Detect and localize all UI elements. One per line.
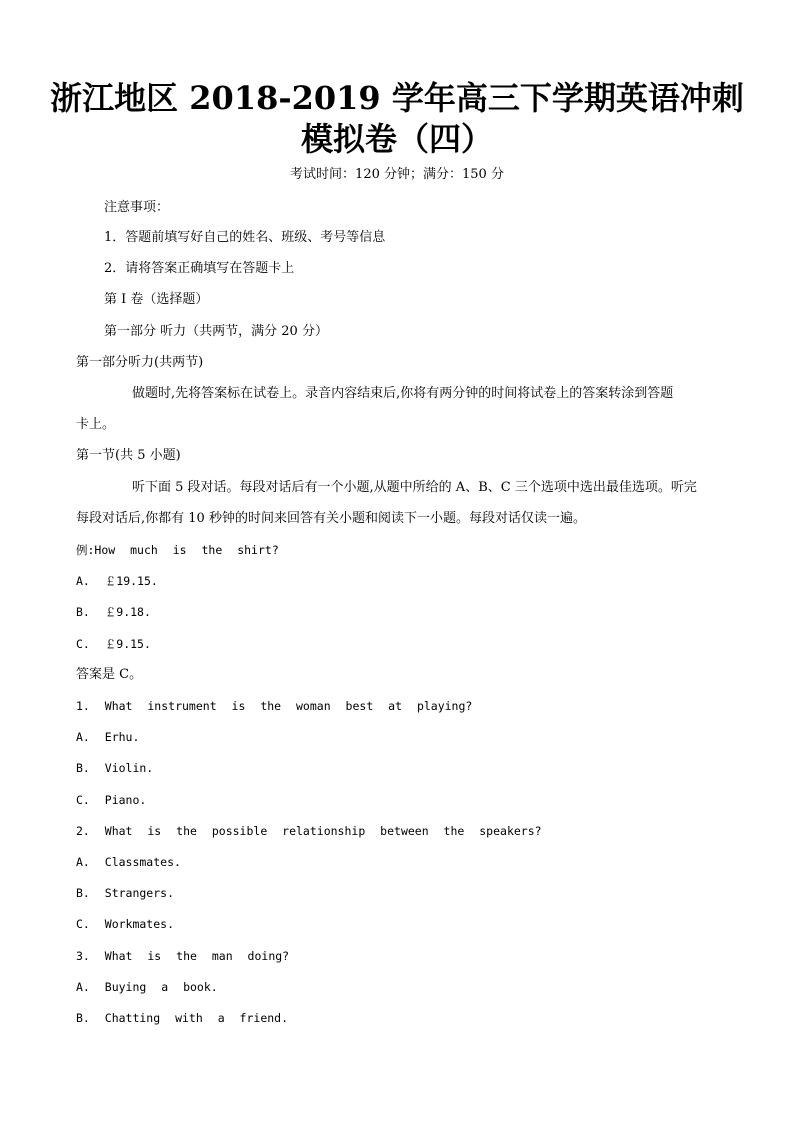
section1-line-2: 每段对话后,你都有 10 秒钟的时间来回答有关小题和阅读下一小题。每段对话仅读一遍。 [76, 511, 586, 526]
example-option-a: A. ￡19.15. [76, 574, 158, 588]
example-option-b: B. ￡9.18. [76, 605, 151, 619]
question-1-option-b: B. Violin. [76, 761, 154, 775]
question-3-option-a: A. Buying a book. [76, 980, 218, 994]
question-2-option-b: B. Strangers. [76, 886, 175, 900]
section1-line-1: 听下面 5 段对话。每段对话后有一个小题,从题中所给的 A、B、C 三个选项中选出最佳选项。听完 [132, 480, 697, 495]
exam-title-line1: 浙江地区 2018-2019 学年高三下学期英语冲刺 [50, 79, 744, 117]
instructions-line-2: 卡上。 [76, 417, 116, 432]
notice-heading: 注意事项： [104, 200, 170, 215]
question-3-option-b: B. Chatting with a friend. [76, 1011, 289, 1025]
part1-heading: 第一部分 听力（共两节，满分 20 分） [104, 324, 328, 339]
notice-item-1: 1．答题前填写好自己的姓名、班级、考号等信息 [104, 230, 386, 245]
question-3-stem: 3. What is the man doing? [76, 949, 290, 963]
instructions-line-1: 做题时,先将答案标在试卷上。录音内容结束后,你将有两分钟的时间将试卷上的答案转涂到答题 [132, 386, 674, 401]
question-1-option-c: C. Piano. [76, 793, 147, 807]
section1-heading: 第一节(共 5 小题) [76, 448, 181, 463]
notice-item-2: 2．请将答案正确填写在答题卡上 [104, 261, 295, 276]
example-option-c: C. ￡9.15. [76, 637, 151, 651]
question-1-stem: 1. What instrument is the woman best at playing? [76, 699, 473, 713]
volume-heading: 第 I 卷（选择题） [104, 292, 209, 307]
question-2-option-a: A. Classmates. [76, 855, 181, 869]
question-2-option-c: C. Workmates. [76, 917, 175, 931]
exam-info: 考试时间：120 分钟；满分：150 分 [290, 167, 504, 182]
example-question: 例:How much is the shirt? [76, 543, 279, 557]
example-answer: 答案是 C。 [76, 667, 143, 682]
question-2-stem: 2. What is the possible relationship between the speakers? [76, 824, 542, 838]
part1-heading-alt: 第一部分听力(共两节) [76, 355, 204, 370]
exam-title-line2: 模拟卷（四） [300, 120, 493, 158]
question-1-option-a: A. Erhu. [76, 730, 140, 744]
